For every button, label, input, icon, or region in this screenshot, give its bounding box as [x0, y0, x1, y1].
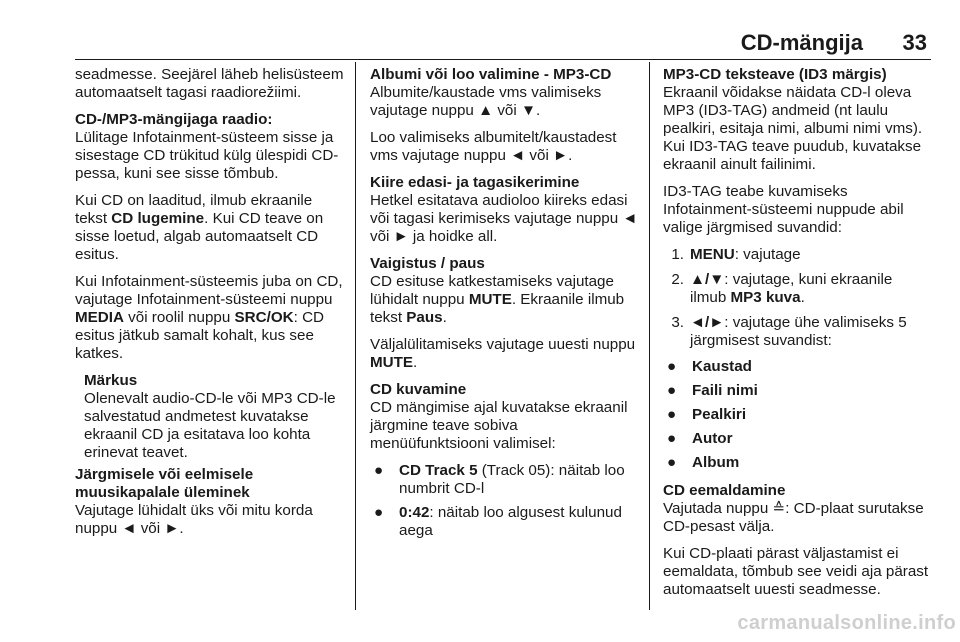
display-text: Paus	[406, 309, 443, 326]
list-item: ● Album	[667, 454, 740, 471]
button-name: MEDIA	[75, 309, 124, 326]
paragraph: Kui CD on laaditud, ilmub ekraanile tekst CD lugemine. Kui CD teave on sisse loetud, algab automaatselt CD esitus.	[75, 192, 324, 263]
steps-list	[663, 246, 931, 350]
paragraph: Loo valimiseks albumitelt/kaustadest vms vajutage nuppu ◄ või ►.	[370, 129, 617, 164]
page-header	[75, 0, 931, 60]
list-item: ● Kaustad	[667, 358, 752, 375]
bullet-icon: ●	[667, 454, 677, 471]
bullet-icon: ●	[667, 382, 677, 399]
page-title: CD-mängija	[740, 30, 863, 55]
section-heading: Albumi või loo valimine - MP3-CD	[370, 66, 612, 83]
note-heading: Märkus	[84, 372, 138, 389]
paragraph: Lülitage Infotainment-süsteem sisse ja sisestage CD trükitud külg ülespidi CD-pessa, kuni see sisse tõmbub.	[75, 129, 339, 182]
paragraph: Albumite/kaustade vms valimiseks vajutage nuppu ▲ või ▼.	[370, 84, 602, 119]
list-item: ● Autor	[667, 430, 733, 447]
section-heading: MP3-CD teksteave (ID3 märgis)	[663, 66, 887, 83]
bullet-icon: ●	[374, 462, 384, 479]
list-item: 1. MENU: vajutage	[671, 246, 801, 263]
list-item: ● CD Track 5 (Track 05): näitab loo numbrit CD-l	[374, 462, 625, 497]
bullet-icon: ●	[667, 358, 677, 375]
button-name: MUTE	[468, 291, 512, 308]
button-name: MUTE	[370, 354, 414, 371]
display-info-list	[370, 462, 640, 540]
page-number: 33	[902, 30, 927, 55]
column-3	[663, 66, 931, 599]
list-item: ● Faili nimi	[667, 382, 758, 399]
paragraph: Ekraanil võidakse näidata CD-l oleva MP3 (ID3-TAG) andmeid (nt laulu pealkiri, esitaja nimi, albumi nimi vms). Kui ID3-TAG teave puudub, kuvatakse ekraanil ainult failinimi.	[663, 84, 923, 173]
list-item: ● Pealkiri	[667, 406, 747, 423]
bullet-icon: ●	[667, 406, 677, 423]
section-heading: CD eemaldamine	[663, 482, 786, 499]
paragraph: Kui Infotainment-süsteemis juba on CD, vajutage Infotainment-süsteemi nuppu MEDIA või roolil nuppu SRC/OK: CD esitus jätkub samalt kohalt, kus see katkes.	[75, 273, 343, 362]
paragraph: Hetkel esitatava audioloo kiireks edasi või tagasi kerimiseks vajutage nuppu ◄ või ► ja hoidke all.	[370, 192, 638, 245]
paragraph: CD esituse katkestamiseks vajutage lühidalt nuppu MUTE. Ekraanile ilmub tekst Paus.	[370, 273, 625, 326]
section-heading: Kiire edasi- ja tagasikerimine	[370, 174, 580, 191]
button-name: SRC/OK	[234, 309, 294, 326]
paragraph: Vajutage lühidalt üks või mitu korda nuppu ◄ või ►.	[75, 502, 313, 537]
paragraph: Kui CD-plaati pärast väljastamist ei eemaldata, tõmbub see veidi aja pärast automaatselt uuesti seadmesse.	[663, 545, 929, 598]
column-divider-1	[355, 62, 356, 610]
list-item: ● 0:42: näitab loo algusest kulunud aega	[374, 504, 622, 539]
note-box	[75, 372, 347, 462]
paragraph: CD mängimise ajal kuvatakse ekraanil järgmine teave sobiva menüüfunktsiooni valimisel:	[370, 399, 628, 452]
list-item: 3. ◄/►: vajutage ühe valimiseks 5 järgmisest suvandist:	[671, 314, 907, 349]
paragraph: Väljalülitamiseks vajutage uuesti nuppu MUTE.	[370, 336, 636, 371]
section-heading: Järgmisele või eelmisele muusikapalale üleminek	[75, 466, 254, 501]
intro-paragraph: seadmesse. Seejärel läheb helisüsteem automaatselt tagasi raadiorežiimi.	[75, 66, 344, 101]
options-list	[663, 358, 931, 472]
paragraph: ID3-TAG teabe kuvamiseks Infotainment-süsteemi nuppude abil valige järgmised suvandid:	[663, 183, 904, 236]
watermark: carmanualsonline.info	[737, 612, 956, 634]
list-item: 2. ▲/▼: vajutage, kuni ekraanile ilmub MP3 kuva.	[671, 271, 893, 306]
bullet-icon: ●	[374, 504, 384, 521]
note-text: Olenevalt audio-CD-le või MP3 CD-le salvestatud andmetest kuvatakse ekraanil CD ja esitatava loo kohta erinevat teavet.	[84, 390, 336, 461]
bullet-icon: ●	[667, 430, 677, 447]
section-heading: CD kuvamine	[370, 381, 467, 398]
section-heading: Vaigistus / paus	[370, 255, 485, 272]
section-heading: CD-/MP3-mängijaga raadio:	[75, 111, 273, 128]
paragraph: Vajutada nuppu ≙: CD-plaat surutakse CD-pesast välja.	[663, 500, 924, 535]
column-2	[370, 66, 640, 550]
display-text: CD lugemine	[111, 210, 205, 227]
column-divider-2	[649, 62, 650, 610]
column-1	[75, 66, 347, 547]
